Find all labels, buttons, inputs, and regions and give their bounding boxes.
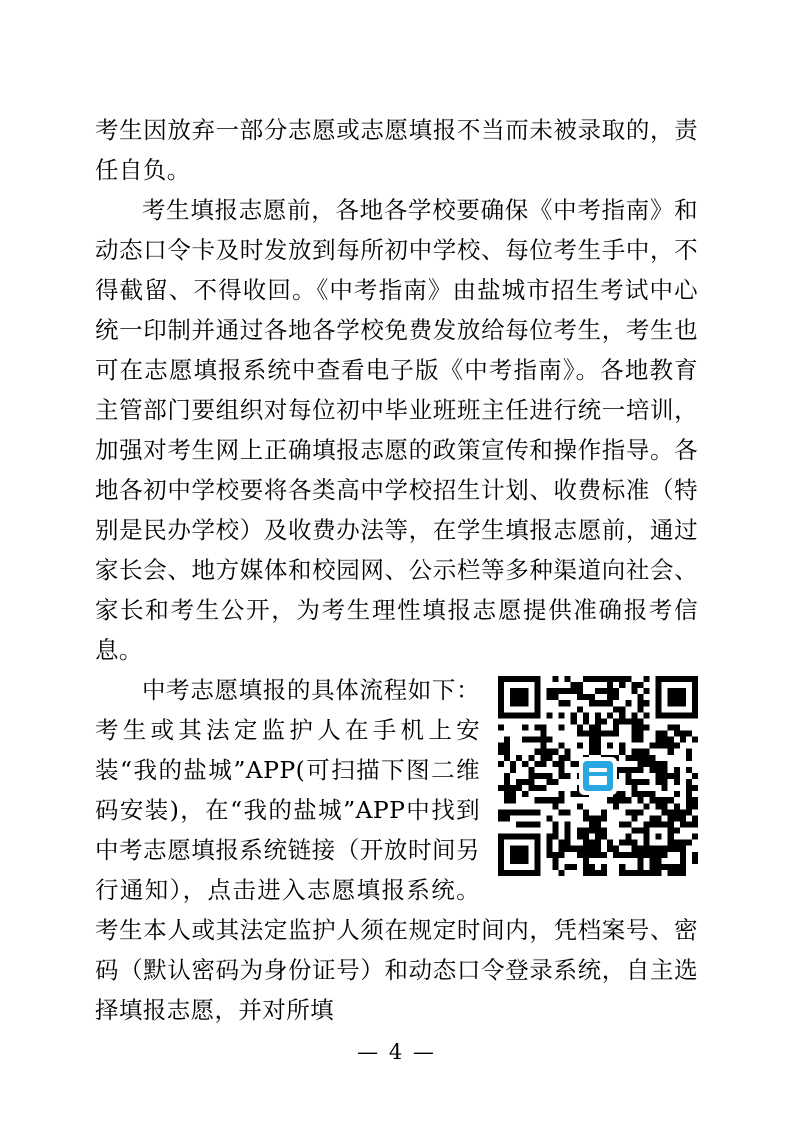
document-body <box>95 110 698 1030</box>
paragraph-2: 考生填报志愿前，各地各学校要确保《中考指南》和动态口令卡及时发放到每所初中学校、每位考生手中，不得截留、不得收回。《中考指南》由盐城市招生考试中心统一印制并通过各地各学校免费发放给每位考生，考生也可在志愿填报系统中查看电子版《中考指南》。各地教育主管部门要组织对每位初中毕业班班主任进行统一培训，加强对考生网上正确填报志愿的政策宣传和操作指导。各地各初中学校要将各类高中学校招生计划、收费标准（特别是民办学校）及收费办法等，在学生填报志愿前，通过家长会、地方媒体和校园网、公示栏等多种渠道向社会、家长和考生公开，为考生理性填报志愿提供准确报考信息。 <box>95 196 698 664</box>
qr-code-logo <box>579 757 617 795</box>
qr-code-container <box>498 676 698 876</box>
qr-code-logo-mark <box>583 761 613 791</box>
page-number: — 4 — <box>357 1040 436 1064</box>
paragraph-3: 中考志愿填报的具体流程如下：考生或其法定监护人在手机上安装“我的盐城”APP(可扫描下图二维码安装)，在“我的盐城”APP中找到中考志愿填报系统链接（开放时间另行通知），点击进入志愿填报系统。考生本人或其法定监护人须在规定时间内，凭档案号、密码（默认密码为身份证号）和动态口令登录系统，自主选择填报志愿，并对所填 <box>95 676 698 1024</box>
paragraph-1: 考生因放弃一部分志愿或志愿填报不当而未被录取的，责任自负。 <box>95 116 698 184</box>
